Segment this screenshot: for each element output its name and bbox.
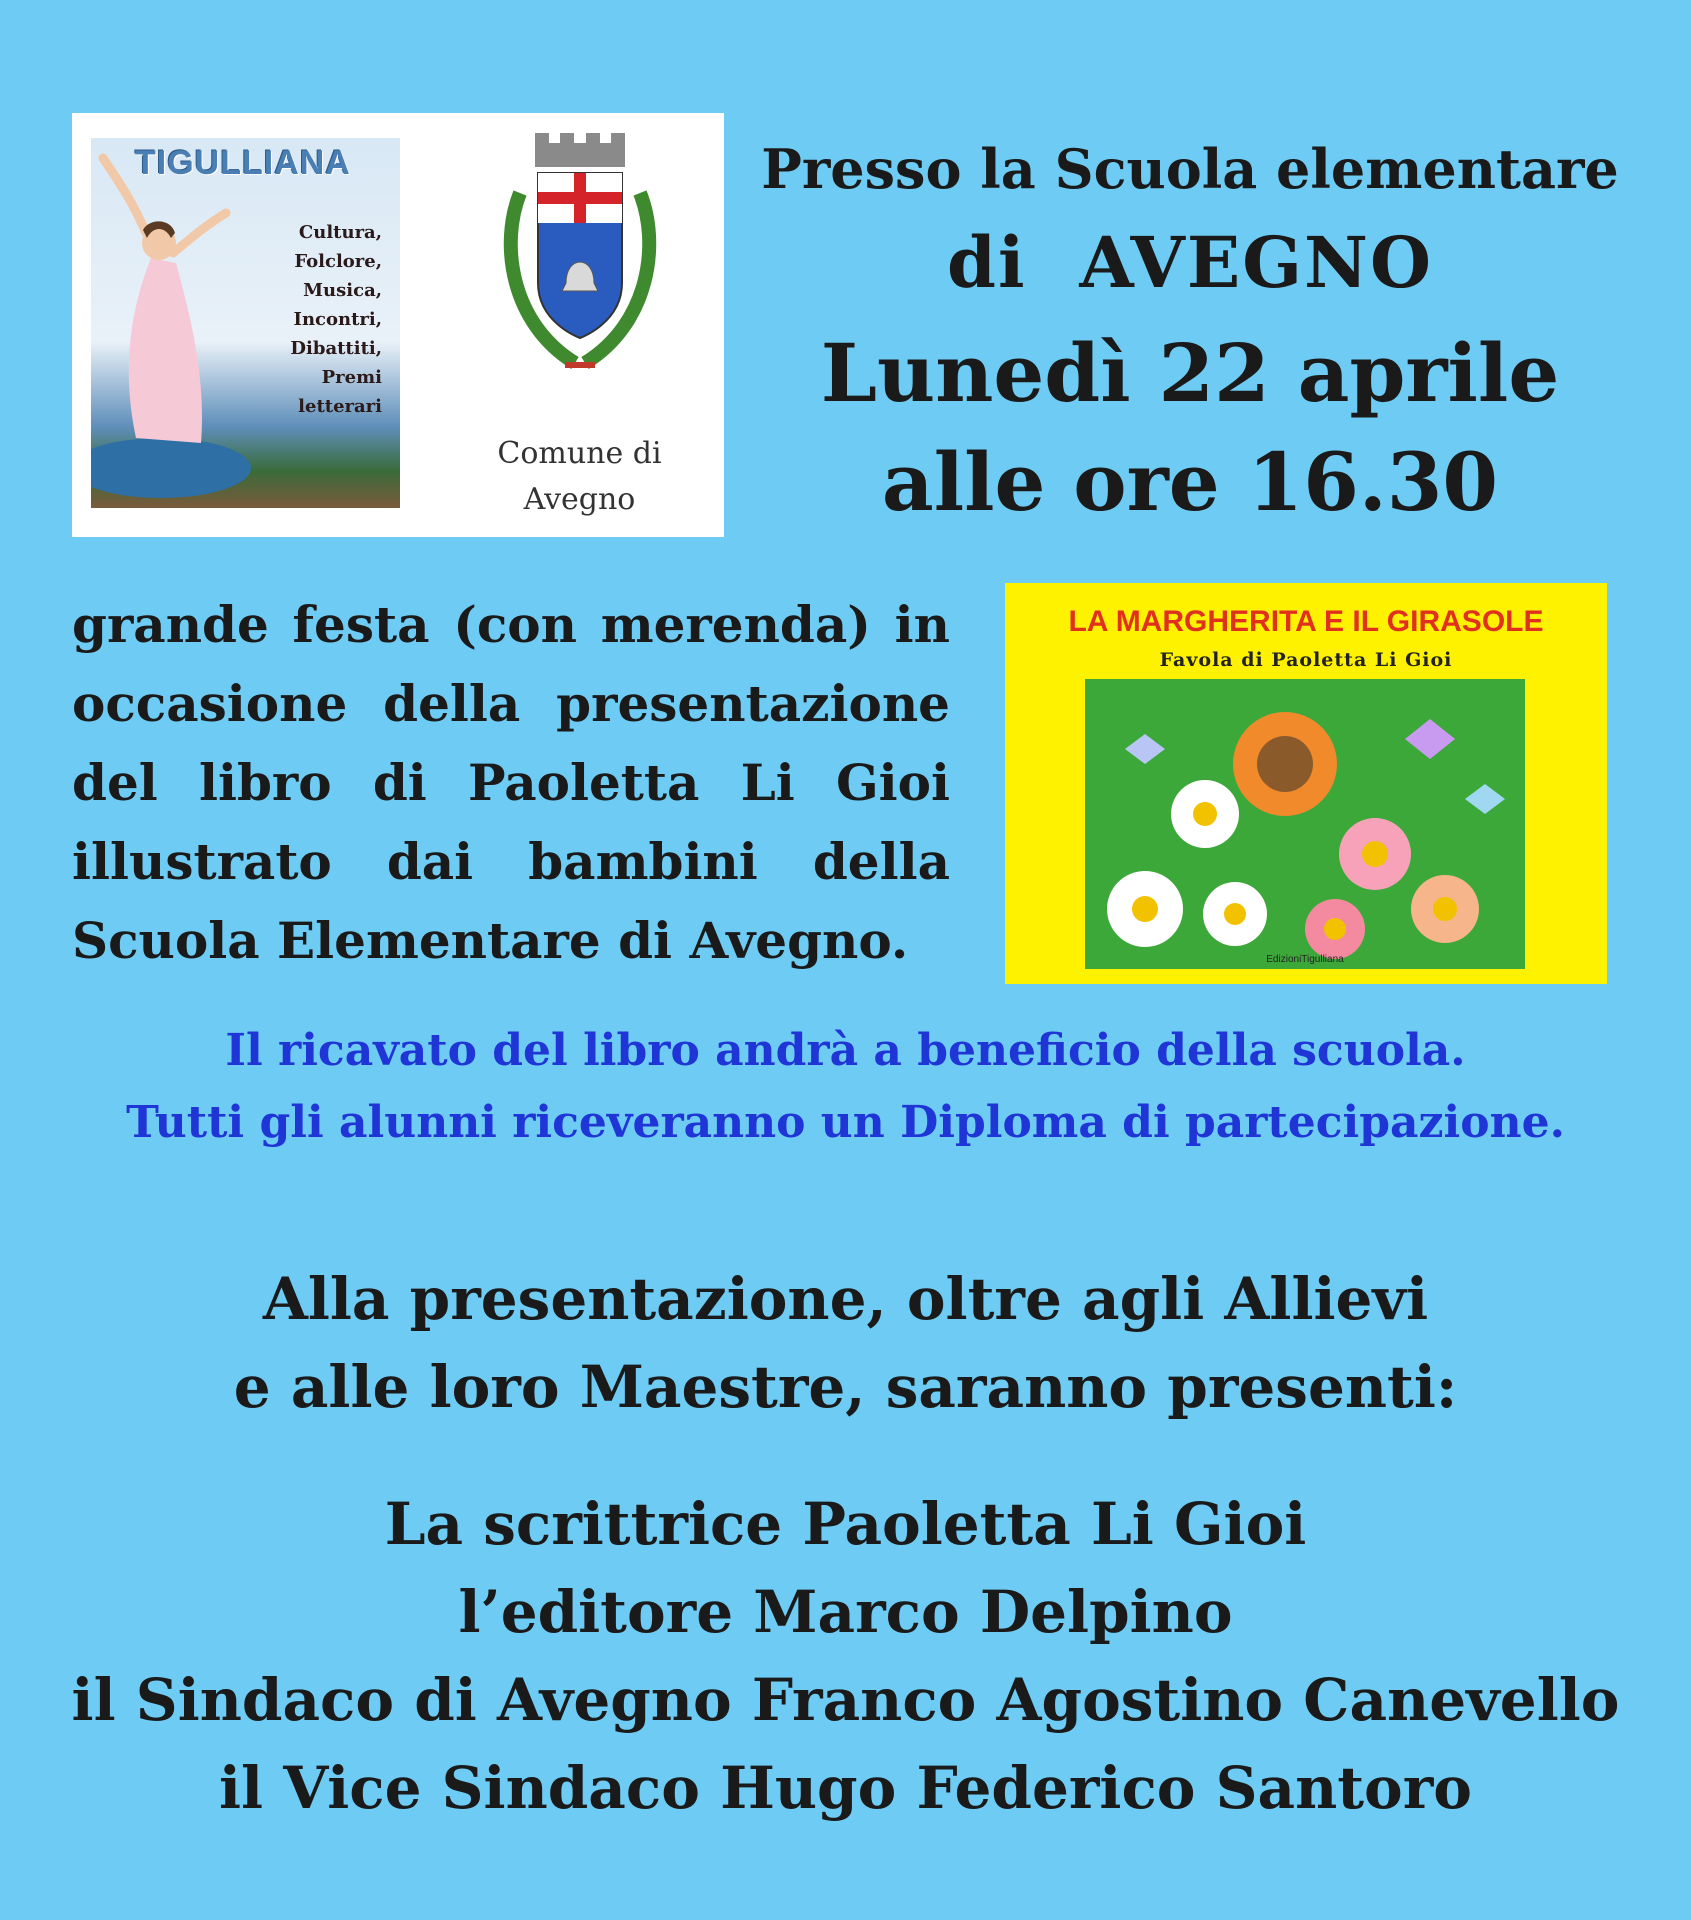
event-header: [740, 130, 1640, 536]
guests-list: [0, 1480, 1691, 1832]
attendees-intro: [0, 1255, 1691, 1431]
tigulliana-topics: [232, 218, 382, 421]
note-line: Tutti gli alunni riceveranno un Diploma di partecipazione.: [126, 1097, 1565, 1148]
book-illustration: [1085, 679, 1525, 969]
topic-line: Incontri,: [293, 309, 382, 330]
benefit-notes: [0, 1015, 1691, 1159]
logos-panel: [72, 113, 724, 537]
intro-line: e alle loro Maestre, saranno presenti:: [233, 1353, 1458, 1421]
woman-illustration: [91, 138, 251, 508]
event-description: grande festa (con merenda) in occasione della presentazione del libro di Paoletta Li Gioi illustrato dai bambini della Scuola Elementare di Avegno.: [72, 595, 950, 970]
book-title: LA MARGHERITA E IL GIRASOLE: [1068, 605, 1544, 638]
topic-line: Folclore,: [294, 251, 382, 272]
topic-line: letterari: [298, 396, 382, 417]
tigulliana-title: TIGULLIANA: [135, 144, 351, 182]
book-subtitle: Favola di Paoletta Li Gioi: [1159, 649, 1453, 671]
note-line: Il ricavato del libro andrà a beneficio della scuola.: [225, 1025, 1466, 1076]
avegno-crest-icon: [480, 133, 680, 393]
comune-label: [492, 431, 667, 523]
flowers-illustration: [1085, 679, 1525, 969]
book-publisher: EdizioniTigulliana: [1266, 954, 1344, 965]
date-line: Lunedì 22 aprile: [820, 326, 1560, 420]
time-line: alle ore 16.30: [881, 435, 1499, 529]
topic-line: Cultura,: [298, 222, 382, 243]
town-line: di AVEGNO: [947, 221, 1433, 304]
guest-item: il Vice Sindaco Hugo Federico Santoro: [218, 1754, 1472, 1822]
topic-line: Dibattiti,: [290, 338, 382, 359]
intro-line: Alla presentazione, oltre agli Allievi: [262, 1265, 1429, 1333]
topic-line: Musica,: [303, 280, 382, 301]
tigulliana-logo: [91, 138, 400, 508]
guest-item: l’editore Marco Delpino: [458, 1578, 1233, 1646]
topic-line: Premi: [321, 367, 382, 388]
guest-item: il Sindaco di Avegno Franco Agostino Canevello: [71, 1666, 1620, 1734]
comune-line: Comune di: [497, 436, 662, 471]
comune-line: Avegno: [523, 482, 636, 517]
guest-item: La scrittrice Paoletta Li Gioi: [384, 1490, 1307, 1558]
venue-line: Presso la Scuola elementare: [761, 137, 1619, 201]
book-cover: [1005, 583, 1607, 984]
